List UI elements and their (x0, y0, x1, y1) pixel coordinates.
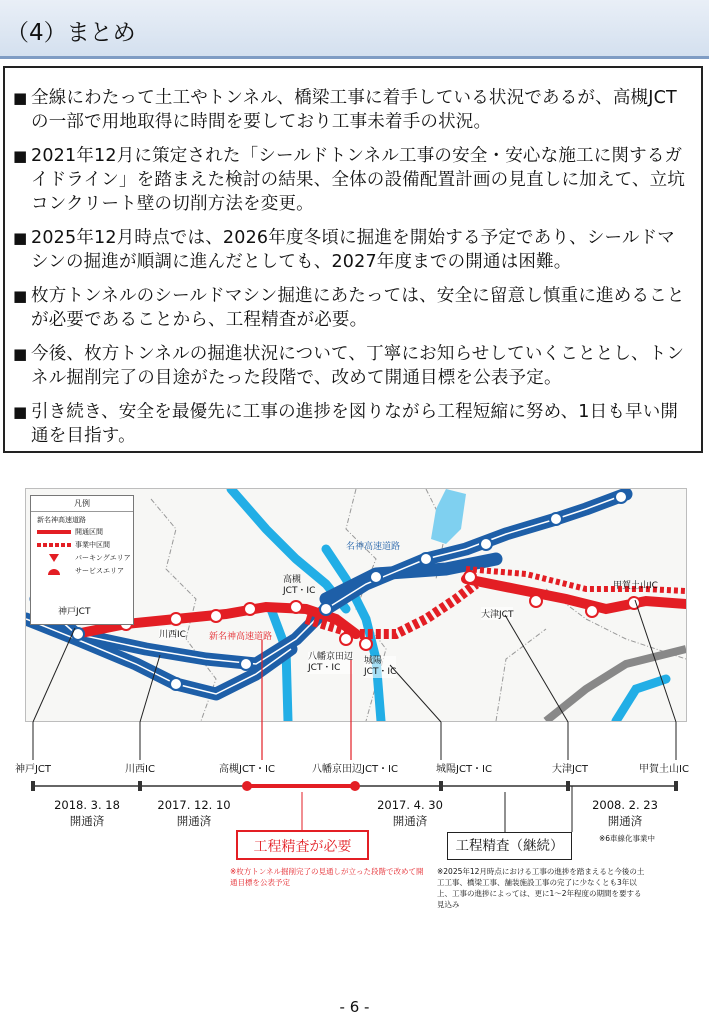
summary-text: 引き続き、安全を最優先に工事の進捗を図りながら工程短縮に努め、1日も早い開通を目指す。 (31, 402, 679, 446)
summary-text: 今後、枚方トンネルの掘進状況について、丁寧にお知らせしていくこととし、トンネル掘削完了の目途がたった段階で、改めて開通目標を公表予定。 (31, 344, 685, 388)
label-joyo: 城陽 JCT・IC (364, 656, 397, 677)
timeline-node: 八幡京田辺JCT・IC (312, 764, 398, 775)
label-kawanishi-ic: 川西IC (159, 627, 186, 640)
label-takatsuki: 高槻 JCT・IC (283, 575, 316, 596)
square-bullet-icon: ■ (13, 403, 28, 421)
label-shin-meishin: 新名神高速道路 (209, 632, 273, 642)
legend-label: 事業中区間 (75, 540, 110, 549)
timeline-node: 甲賀土山IC (639, 764, 689, 775)
label-kobe-jct: 神戸JCT (58, 604, 90, 617)
timeline-node: 城陽JCT・IC (436, 764, 492, 775)
black-footnote: ※2025年12月時点における工事の進捗を踏まえると今後の土工工事、橋梁工事、舗装施設工事の完了に少なくとも3年以上、工事の進捗によっては、更に1～2年程度の期間を要する見込み (437, 867, 645, 909)
section-date: 2017. 4. 30 (377, 798, 443, 812)
label-meishin: 名神高速道路 (346, 542, 401, 552)
red-footnote: ※枚方トンネル掘削完了の見通しが立った段階で改めて開通目標を公表予定 (230, 867, 424, 887)
section-date: 2008. 2. 23 (592, 798, 658, 812)
schedule-review-required-badge: 工程精査が必要 (236, 830, 369, 860)
section-date: 2018. 3. 18 (54, 798, 120, 812)
legend-label: 開通区間 (75, 527, 103, 536)
timeline-node: 川西IC (125, 764, 155, 775)
label-yawata: 八幡京田辺 JCT・IC (308, 652, 354, 673)
legend-title: 凡例 (31, 496, 133, 512)
section-status: 開通済 (176, 814, 212, 828)
section-status: 開通済 (607, 814, 643, 828)
section-status: 開通済 (392, 814, 428, 828)
legend-label: パーキングエリア (75, 553, 131, 562)
timeline-node: 大津JCT (551, 764, 589, 775)
label-otsu-jct: 大津JCT (481, 607, 513, 620)
section-status: 開通済 (69, 814, 105, 828)
square-bullet-icon: ■ (13, 229, 28, 247)
summary-text: 枚方トンネルのシールドマシン掘進にあたっては、安全に留意し慎重に進めることが必要であることから、工程精査が必要。 (31, 286, 685, 330)
section-date: 2017. 12. 10 (157, 798, 231, 812)
summary-text: 全線にわたって土工やトンネル、橋梁工事に着手している状況であるが、高槻JCTの一部で用地取得に時間を要しており工事未着手の状況。 (31, 88, 677, 132)
square-bullet-icon: ■ (13, 345, 28, 363)
legend-label: サービスエリア (75, 566, 124, 575)
legend-subtitle: 新名神高速道路 (37, 516, 86, 524)
timeline-node: 高槻JCT・IC (219, 764, 275, 775)
six-lane-note: ※6車線化事業中 (599, 834, 656, 843)
square-bullet-icon: ■ (13, 287, 28, 305)
page-title: （4）まとめ (6, 20, 136, 46)
page-number: - 6 - (339, 998, 370, 1016)
square-bullet-icon: ■ (13, 147, 28, 165)
square-bullet-icon: ■ (13, 89, 28, 107)
schedule-review-continuing-badge: 工程精査（継続） (447, 832, 572, 860)
timeline-node: 神戸JCT (14, 764, 52, 775)
summary-text: 2021年12月に策定された「シールドトンネル工事の安全・安心な施工に関するガイドライン」を踏まえた検討の結果、全体の設備配置計画の見直しに加えて、立坑コンクリート壁の切削方法を変更。 (31, 146, 686, 214)
label-koka-ic: 甲賀土山IC (613, 581, 658, 591)
summary-text: 2025年12月時点では、2026年度冬頃に掘進を開始する予定であり、シールドマシンの掘進が順調に進んだとしても、2027年度までの開通は困難。 (31, 228, 675, 272)
